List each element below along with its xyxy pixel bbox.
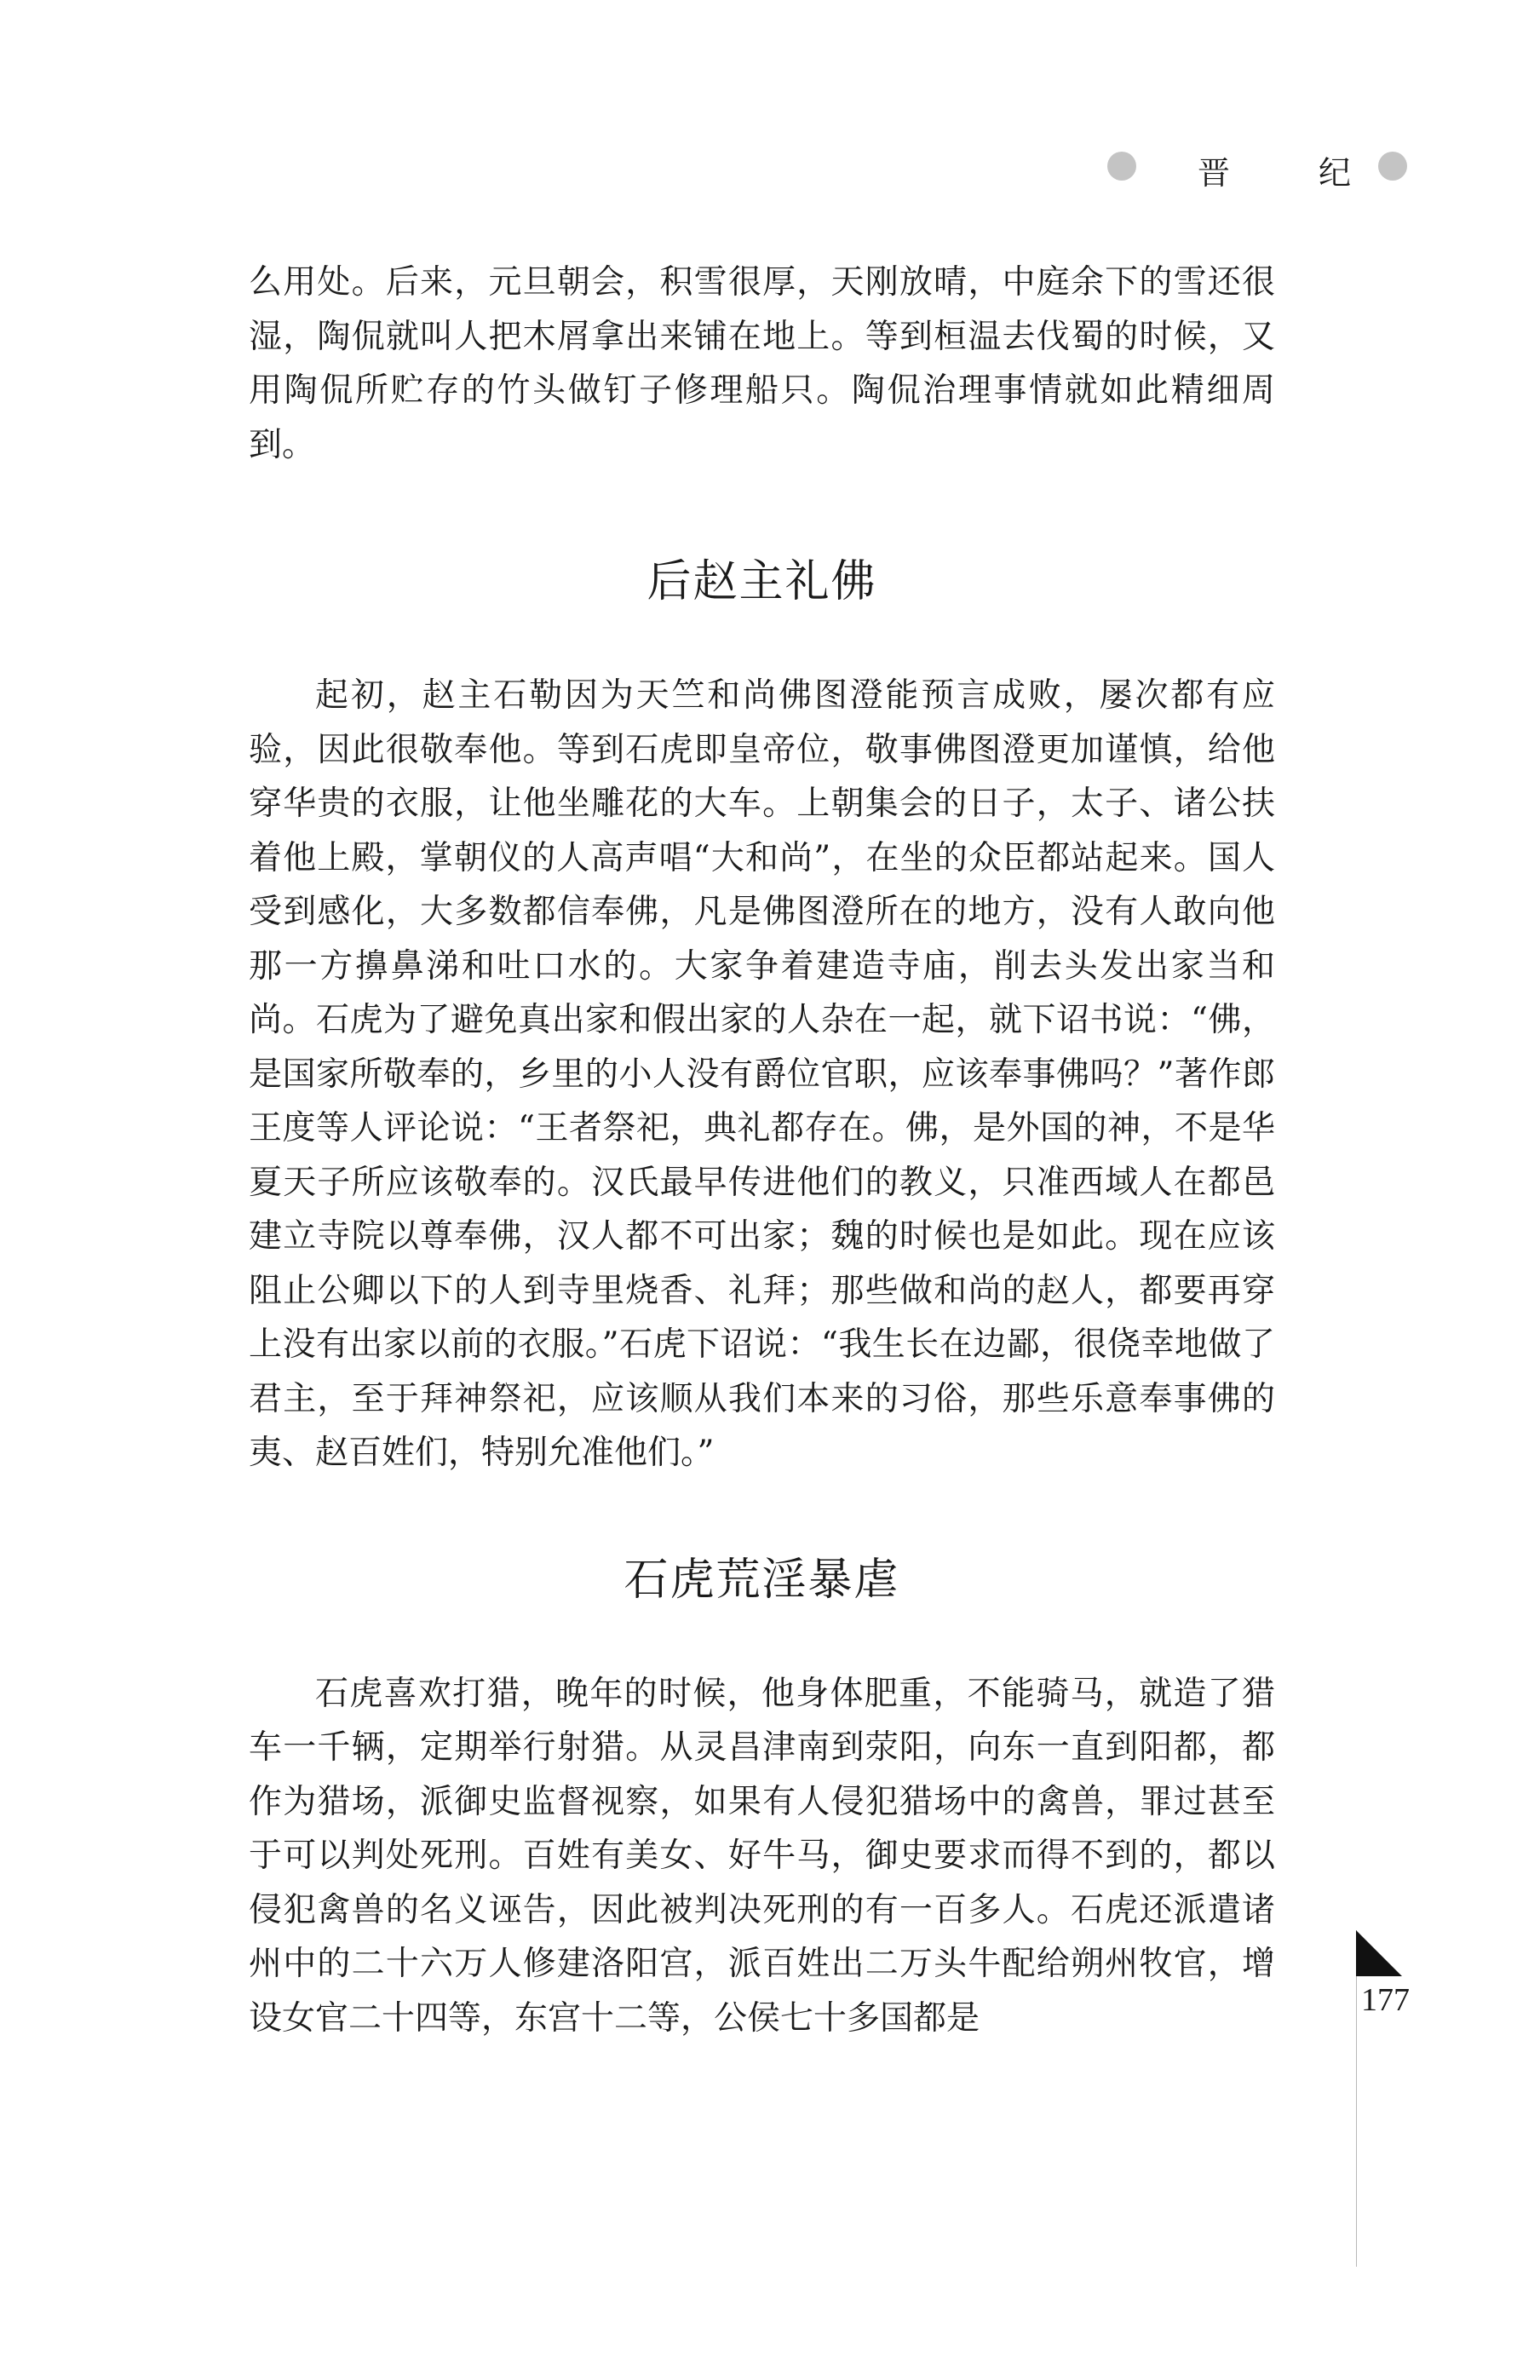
section-title: 后赵主礼佛	[646, 556, 877, 607]
section-paragraph: 起初，赵主石勒因为天竺和尚佛图澄能预言成败，屡次都有应验，因此很敬奉他。等到石虎即皇帝位，敬事佛图澄更加谨慎，给他穿华贵的衣服，让他坐雕花的大车。上朝集会的日子，太子、诸公扶着他上殿，掌朝仪的人高声唱“大和尚”，在坐的众臣都站起来。国人受到感化，大多数都信奉佛，凡是佛图澄所在的地方，没有人敢向他那一方擤鼻涕和吐口水的。大家争着建造寺庙，削去头发出家当和尚。石虎为了避免真出家和假出家的人杂在一起，就下诏书说：“佛，是国家所敬奉的，乡里的小人没有爵位官职，应该奉事佛吗？”著作郎王度等人评论说：“王者祭祀，典礼都存在。佛，是外国的神，不是华夏天子所应该敬奉的。汉氏最早传进他们的教义，只准西域人在都邑建立寺院以尊奉佛，汉人都不可出家；魏的时候也是如此。现在应该阻止公卿以下的人到寺里烧香、礼拜；那些做和尚的赵人，都要再穿上没有出家以前的衣服。”石虎下诏说：“我生长在边鄙，很侥幸地做了君主，至于拜神祭祀，应该顺从我们本来的习俗，那些乐意奉事佛的夷、赵百姓们，特别允准他们。”	[249, 676, 1275, 1472]
header-char-1: 晋	[1198, 154, 1231, 192]
page-edge-line	[1356, 1930, 1357, 2267]
page-body	[249, 256, 1275, 2045]
page-corner-triangle-icon	[1356, 1930, 1402, 1976]
header-char-2: 纪	[1318, 154, 1351, 192]
header-dot-left	[1107, 152, 1136, 181]
section-paragraph: 石虎喜欢打猎，晚年的时候，他身体肥重，不能骑马，就造了猎车一千辆，定期举行射猎。从灵昌津南到荥阳，向东一直到阳都，都作为猎场，派御史监督视察，如果有人侵犯猎场中的禽兽，罪过甚至于可以判处死刑。百姓有美女、好牛马，御史要求而得不到的，都以侵犯禽兽的名义诬告，因此被判决死刑的有一百多人。石虎还派遣诸州中的二十六万人修建洛阳宫，派百姓出二万头牛配给朔州牧官，增设女官二十四等，东宫十二等，公侯七十多国都是	[249, 1674, 1275, 2038]
running-header	[1107, 145, 1422, 192]
running-header-title	[1198, 147, 1351, 193]
section-title: 石虎荒淫暴虐	[623, 1554, 900, 1606]
header-dot-right	[1378, 152, 1407, 181]
intro-paragraph: 么用处。后来，元旦朝会，积雪很厚，天刚放晴，中庭余下的雪还很湿，陶侃就叫人把木屑拿出来铺在地上。等到桓温去伐蜀的时候，又用陶侃所贮存的竹头做钉子修理船只。陶侃治理事情就如此精细周到。	[249, 263, 1275, 464]
page-number: 177	[1361, 1982, 1410, 2018]
